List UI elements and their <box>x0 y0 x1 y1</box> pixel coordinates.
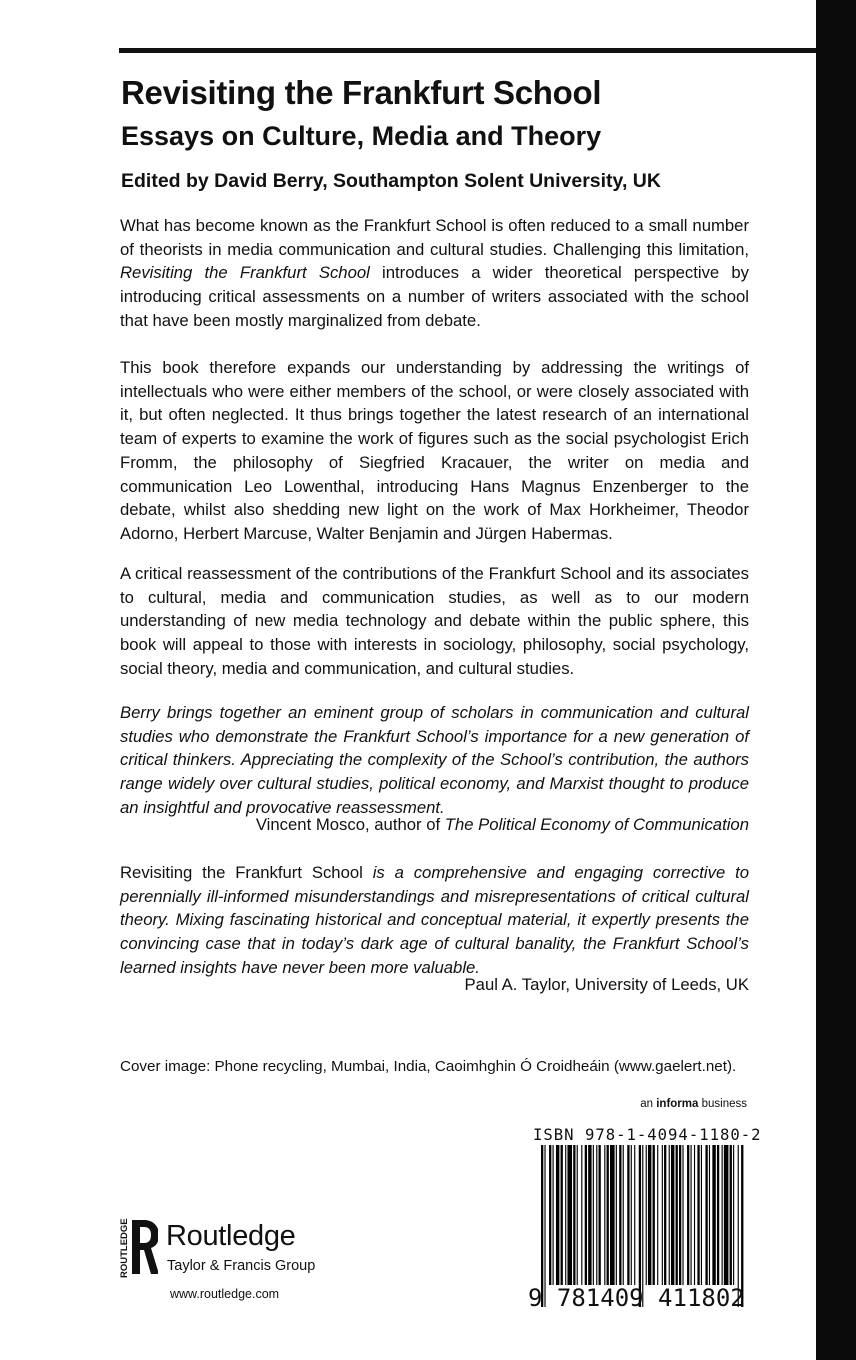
routledge-logo <box>118 1216 328 1286</box>
barcode-bar <box>567 1145 572 1285</box>
barcode-bar <box>697 1145 699 1285</box>
logo-vertical-text: ROUTLEDGE <box>119 1218 130 1278</box>
barcode-bar <box>604 1145 605 1285</box>
barcode-bar <box>585 1145 587 1285</box>
cover-image-credit: Cover image: Phone recycling, Mumbai, India, Caoimhghin Ó Croidheáin (www.gaelert.net). <box>120 1058 737 1075</box>
barcode-bar <box>730 1145 732 1285</box>
barcode-bar <box>573 1145 575 1285</box>
review-attribution-1 <box>256 813 749 837</box>
publisher-name: Routledge <box>166 1220 296 1252</box>
barcode-bar <box>738 1145 739 1307</box>
review-work-title: The Political Economy of Communication <box>444 815 749 834</box>
barcode-bar <box>541 1145 543 1307</box>
barcode-bar <box>671 1145 674 1285</box>
barcode-bar <box>553 1145 554 1285</box>
publisher-website-link[interactable]: www.routledge.com <box>170 1287 280 1301</box>
routledge-r-icon <box>118 1216 158 1280</box>
description-paragraph-3: A critical reassessment of the contributions of the Frankfurt School and its associates to cultural, media and communication studies, as well as to our modern understanding of new media technology and debate within the public sphere, this book will appeal to those with interests in sociology, philosophy, social psychology, social theory, media and communication, and cultural studies. <box>120 564 749 678</box>
barcode-bar <box>596 1145 597 1285</box>
review-quote-1: Berry brings together an eminent group of scholars in communication and cultural studies who demonstrate the Frankfurt School’s importance for a new generation of critical thinkers. Appreciating the complexity of the School’s contribution, the authors range widely over cultural studies, political economy, and Marxist thought to produce an insightful and provocative reassessment. <box>120 703 749 817</box>
barcode-bar <box>733 1145 734 1285</box>
informa-tagline <box>640 1098 747 1110</box>
barcode-bar <box>639 1145 641 1307</box>
barcode-bar <box>691 1145 692 1285</box>
barcode-bar <box>679 1145 681 1285</box>
barcode-bar <box>599 1145 601 1285</box>
book-spine-edge <box>816 0 856 1360</box>
description-paragraph-1 <box>120 214 749 333</box>
book-title: Revisiting the Frankfurt School <box>121 74 602 111</box>
barcode-bar <box>705 1145 707 1285</box>
barcode-bar <box>648 1145 651 1285</box>
barcode-bar <box>549 1145 551 1285</box>
barcode-bar <box>724 1145 729 1285</box>
barcode-digits: 9 781409 411802 <box>528 1284 745 1312</box>
barcode-bar <box>642 1145 643 1307</box>
book-subtitle: Essays on Culture, Media and Theory <box>121 121 602 151</box>
barcode-bar <box>607 1145 609 1285</box>
editor-line: Edited by David Berry, Southampton Solent University, UK <box>121 170 661 192</box>
barcode-icon <box>537 1145 747 1307</box>
barcode-bar <box>634 1145 635 1285</box>
barcode-bar <box>610 1145 615 1285</box>
barcode-bar <box>717 1145 719 1285</box>
review-attribution-2: Paul A. Taylor, University of Leeds, UK <box>464 975 749 994</box>
review-author: Vincent Mosco, author of <box>255 815 445 834</box>
barcode-bar <box>657 1145 658 1285</box>
barcode-bar <box>577 1145 578 1285</box>
barcode-bar <box>581 1145 582 1285</box>
barcode-bar <box>631 1145 632 1285</box>
barcode-bar <box>701 1145 702 1285</box>
barcode-bar <box>664 1145 666 1285</box>
barcode-bar <box>556 1145 559 1285</box>
barcode-bar <box>616 1145 617 1285</box>
barcode-bar <box>676 1145 678 1285</box>
barcode-bar <box>682 1145 683 1285</box>
description-text: What has become known as the Frankfurt School is often reduced to a small number of theorists in media communication and cultural studies. Challenging this limitation, <box>120 216 749 259</box>
barcode-bar <box>653 1145 655 1285</box>
barcode-bar <box>627 1145 629 1285</box>
description-title-italic: Revisiting the Frankfurt School <box>120 263 370 283</box>
barcode-bar <box>741 1145 743 1307</box>
barcode-bar <box>561 1145 563 1285</box>
review-lead-title: Revisiting the Frankfurt School <box>120 863 363 882</box>
review-quote-2 <box>120 861 749 980</box>
review-text: is a comprehensive and engaging corrective to perennially ill-informed misunderstandings and misrepresentations of critical cultural theory. Mixing fascinating historical and conceptual material, it expertly presents the convincing case that in today’s dark age of cultural banality, the Frankfurt School’s learned insights have never been more valuable. <box>120 863 749 977</box>
barcode-bar <box>619 1145 621 1285</box>
barcode-bar <box>709 1145 710 1285</box>
tagline-post: business <box>698 1098 747 1110</box>
barcode-bar <box>712 1145 715 1285</box>
publisher-group: Taylor & Francis Group <box>167 1258 316 1274</box>
barcode-bar <box>694 1145 695 1285</box>
barcode-bar <box>669 1145 670 1285</box>
tagline-brand: informa <box>656 1098 699 1110</box>
description-text: introduces a wider theoretical perspective by introducing critical assessments on a number of writers associated with the school that have been mostly marginalized from debate. <box>120 263 749 330</box>
tagline-pre: an <box>640 1098 657 1110</box>
barcode-bar <box>722 1145 723 1285</box>
barcode-bar <box>662 1145 663 1285</box>
barcode-bar <box>646 1145 647 1285</box>
barcode-bar <box>687 1145 689 1285</box>
barcode-bar <box>593 1145 594 1285</box>
barcode-bar <box>544 1145 545 1307</box>
description-paragraph-2: This book therefore expands our understanding by addressing the writings of intellectuals who were either members of the school, or were closely associated with it, but often neglected. It thus brings together the latest research of an international team of experts to examine the work of figures such as the social psychologist Erich Fromm, the philosophy of Siegfried Kracauer, the writer on media and communication Leo Lowenthal, introducing Hans Magnus Enzenberger to the debate, whilst also shedding new light on the work of Max Horkheimer, Theodor Adorno, Herbert Marcuse, Walter Benjamin and Jürgen Habermas. <box>120 358 749 543</box>
barcode-bar <box>588 1145 591 1285</box>
barcode-bar <box>565 1145 566 1285</box>
top-rule <box>119 48 816 53</box>
isbn-label: ISBN 978-1-4094-1180-2 <box>533 1126 762 1144</box>
barcode-bar <box>623 1145 624 1285</box>
